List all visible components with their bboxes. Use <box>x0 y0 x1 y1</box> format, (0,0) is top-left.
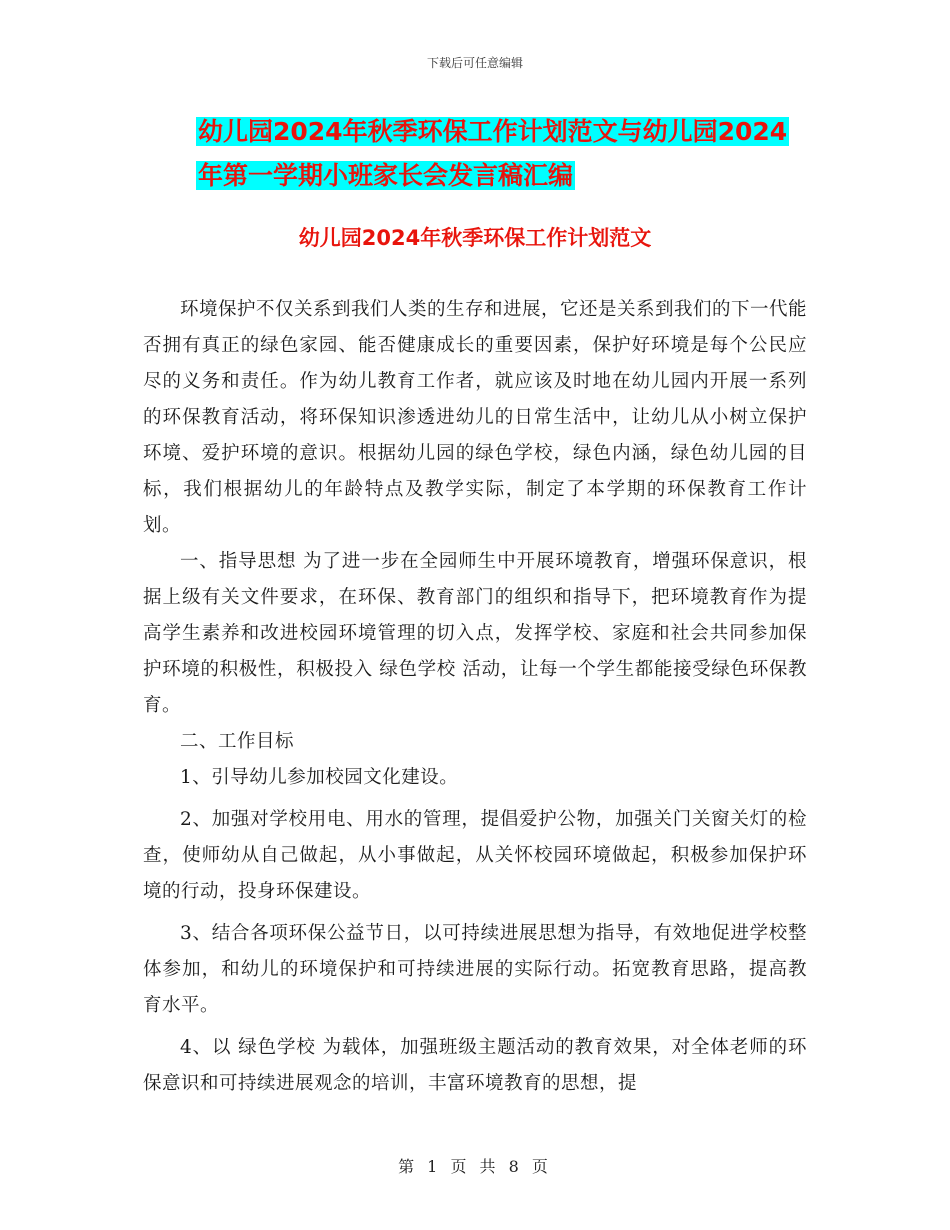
page-number-footer: 第 1 页 共 8 页 <box>398 1157 552 1176</box>
document-title <box>196 110 806 198</box>
paragraph-goal-3: 3、结合各项环保公益节日，以可持续进展思想为指导，有效地促进学校整体参加，和幼儿的环境保护和可持续进展的实际行动。拓宽教育思路，提高教育水平。 <box>143 923 807 1016</box>
paragraph-intro: 环境保护不仅关系到我们人类的生存和进展，它还是关系到我们的下一代能否拥有真正的绿色家园、能否健康成长的重要因素，保护好环境是每个公民应尽的义务和责任。作为幼儿教育工作者，就应该及时地在幼儿园内开展一系列的环保教育活动，将环保知识渗透进幼儿的日常生活中，让幼儿从小树立保护环境、爱护环境的意识。根据幼儿园的绿色学校，绿色内涵，绿色幼儿园的目标，我们根据幼儿的年龄特点及教学实际，制定了本学期的环保教育工作计划。 <box>143 299 808 536</box>
document-title-text: 幼儿园2024年秋季环保工作计划范文与幼儿园2024年第一学期小班家长会发言稿汇编 <box>198 117 788 190</box>
section-title: 幼儿园2024年秋季环保工作计划范文 <box>298 226 652 250</box>
page-header-note: 下载后可任意编辑 <box>426 56 523 70</box>
paragraph-goal-2: 2、加强对学校用电、用水的管理，提倡爱护公物，加强关门关窗关灯的检查，使师幼从自己做起，从小事做起，从关怀校园环境做起，积极参加保护环境的行动，投身环保建设。 <box>143 809 807 902</box>
paragraph-goal-4: 4、以 绿色学校 为载体，加强班级主题活动的教育效果，对全体老师的环保意识和可持续进展观念的培训，丰富环境教育的思想，提 <box>143 1037 807 1094</box>
document-body <box>143 292 807 1102</box>
paragraph-work-goals-heading: 二、工作目标 <box>180 731 295 752</box>
paragraph-guiding-ideology: 一、指导思想 为了进一步在全园师生中开展环境教育，增强环保意识，根据上级有关文件要求，在环保、教育部门的组织和指导下，把环境教育作为提高学生素养和改进校园环境管理的切入点，发挥学校、家庭和社会共同参加保护环境的积极性，积极投入 绿色学校 活动，让每一个学生都能接受绿色环保教育。 <box>143 551 807 716</box>
paragraph-goal-1: 1、引导幼儿参加校园文化建设。 <box>180 767 459 788</box>
